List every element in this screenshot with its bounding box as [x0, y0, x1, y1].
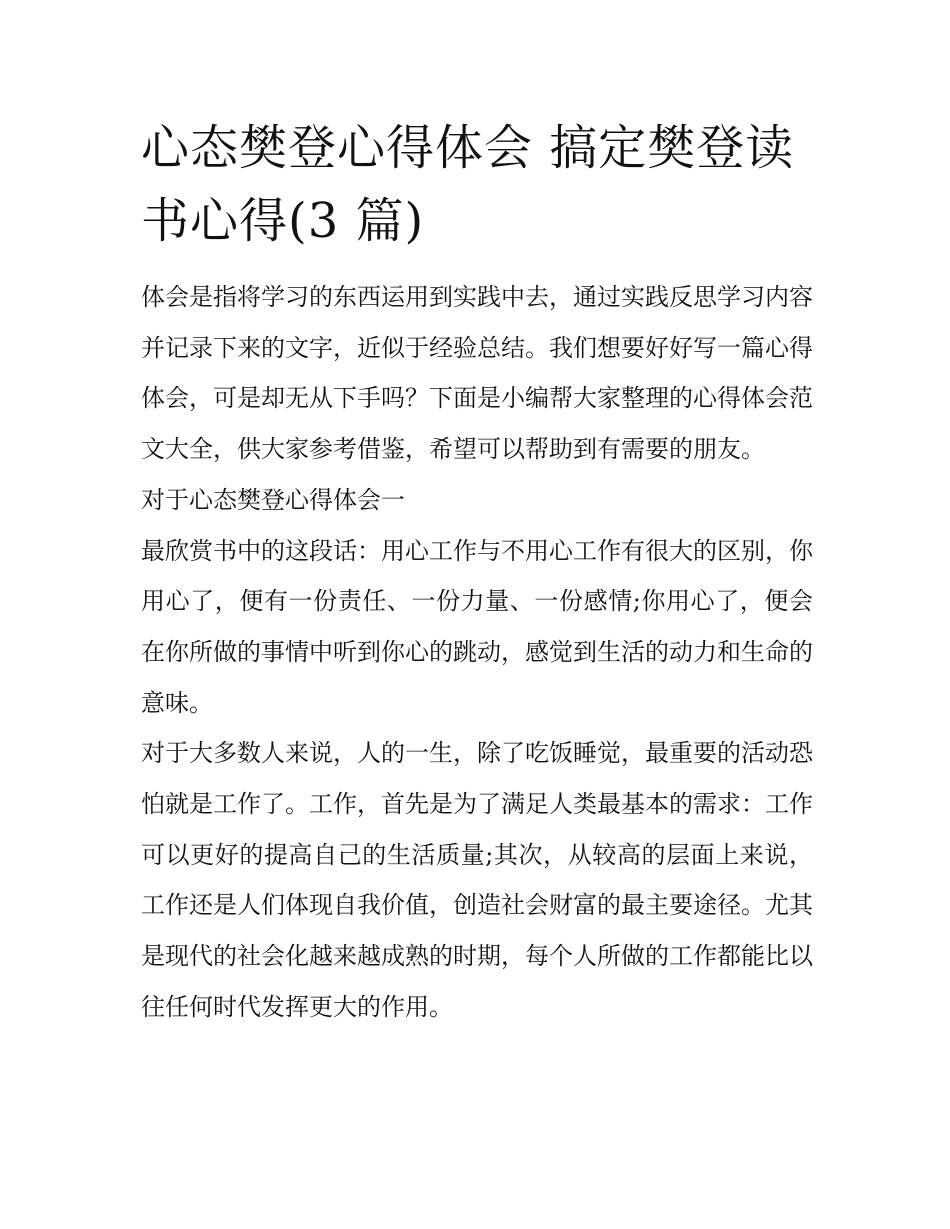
section-heading: 对于心态樊登心得体会一 [141, 485, 405, 514]
document-title: 心态樊登心得体会 搞定樊登读书心得(3 篇) [141, 120, 795, 249]
document-body [141, 112, 813, 1033]
paragraph-intro: 体会是指将学习的东西运用到实践中去，通过实践反思学习内容并记录下来的文字，近似于经验总结。我们想要好好写一篇心得体会，可是却无从下手吗？下面是小编帮大家整理的心得体会范文大全，供大家参考借鉴，希望可以帮助到有需要的朋友。 [141, 283, 813, 464]
paragraph-work: 对于大多数人来说，人的一生，除了吃饭睡觉，最重要的活动恐怕就是工作了。工作，首先是为了满足人类最基本的需求：工作可以更好的提高自己的生活质量;其次，从较高的层面上来说，工作还是人们体现自我价值，创造社会财富的最主要途径。尤其是现代的社会化越来越成熟的时期，每个人所做的工作都能比以往任何时代发挥更大的作用。 [141, 739, 813, 1021]
paragraph-quote: 最欣赏书中的这段话：用心工作与不用心工作有很大的区别，你用心了，便有一份责任、一份力量、一份感情;你用心了，便会在你所做的事情中听到你心的跳动，感觉到生活的动力和生命的意味。 [141, 536, 813, 717]
